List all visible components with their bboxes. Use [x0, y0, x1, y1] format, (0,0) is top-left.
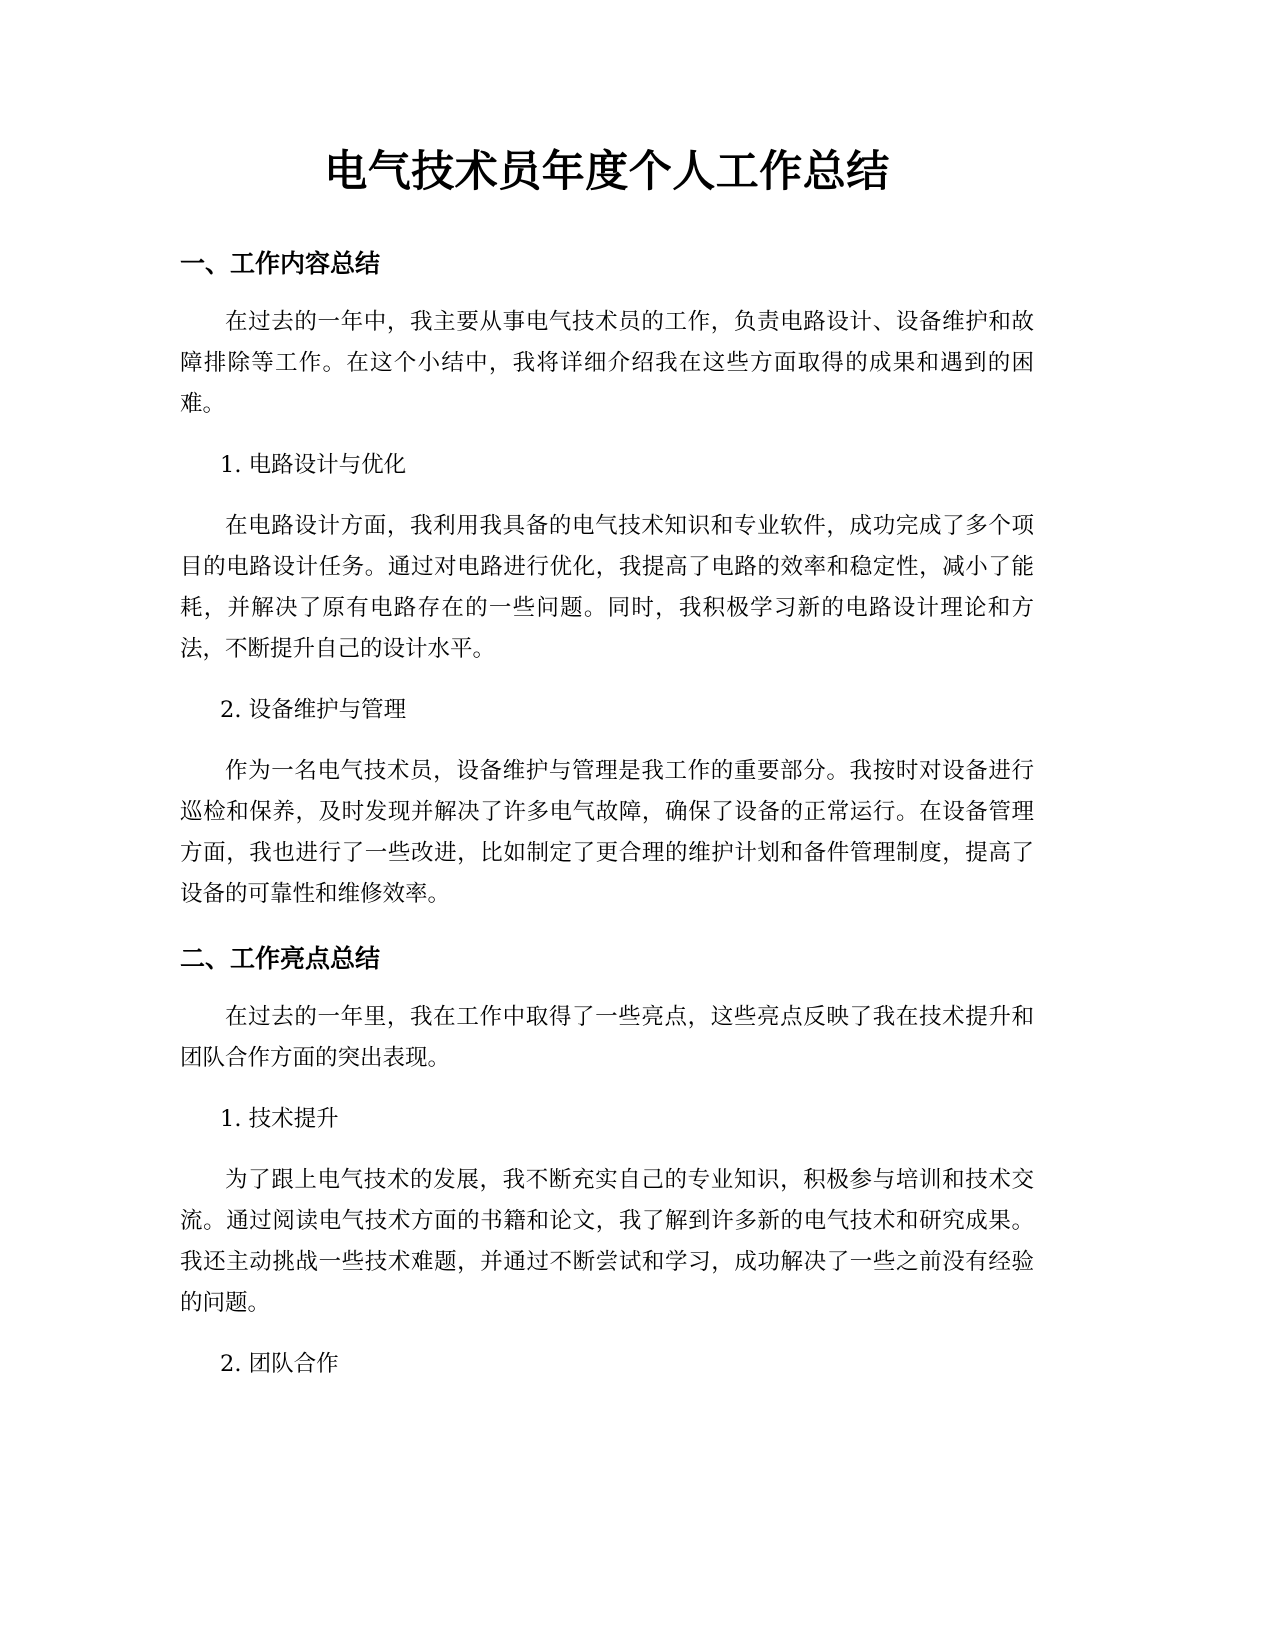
section-heading: 二、工作亮点总结 — [180, 944, 381, 973]
subsection-heading: 2. 团队合作 — [220, 1351, 339, 1377]
section-intro-paragraph: 在过去的一年中，我主要从事电气技术员的工作，负责电路设计、设备维护和故障排除等工作。在这个小结中，我将详细介绍我在这些方面取得的成果和遇到的困难。 — [180, 309, 1034, 417]
document-page — [180, 140, 1034, 1405]
subsection-heading: 2. 设备维护与管理 — [220, 697, 407, 723]
section-work-content — [180, 244, 1034, 915]
document-title: 电气技术员年度个人工作总结 — [324, 147, 890, 197]
subsection-paragraph: 作为一名电气技术员，设备维护与管理是我工作的重要部分。我按时对设备进行巡检和保养，及时发现并解决了许多电气故障，确保了设备的正常运行。在设备管理方面，我也进行了一些改进，比如制定了更合理的维护计划和备件管理制度，提高了设备的可靠性和维修效率。 — [180, 758, 1034, 907]
section-heading: 一、工作内容总结 — [180, 249, 381, 278]
section-intro-paragraph: 在过去的一年里，我在工作中取得了一些亮点，这些亮点反映了我在技术提升和团队合作方面的突出表现。 — [180, 1004, 1034, 1071]
subsection-paragraph: 为了跟上电气技术的发展，我不断充实自己的专业知识，积极参与培训和技术交流。通过阅读电气技术方面的书籍和论文，我了解到许多新的电气技术和研究成果。我还主动挑战一些技术难题，并通过不断尝试和学习，成功解决了一些之前没有经验的问题。 — [180, 1167, 1034, 1316]
section-work-highlights — [180, 939, 1034, 1385]
subsection-paragraph: 在电路设计方面，我利用我具备的电气技术知识和专业软件，成功完成了多个项目的电路设计任务。通过对电路进行优化，我提高了电路的效率和稳定性，减小了能耗，并解决了原有电路存在的一些问题。同时，我积极学习新的电路设计理论和方法，不断提升自己的设计水平。 — [180, 513, 1034, 662]
subsection-heading: 1. 电路设计与优化 — [220, 452, 407, 478]
subsection-heading: 1. 技术提升 — [220, 1106, 339, 1132]
